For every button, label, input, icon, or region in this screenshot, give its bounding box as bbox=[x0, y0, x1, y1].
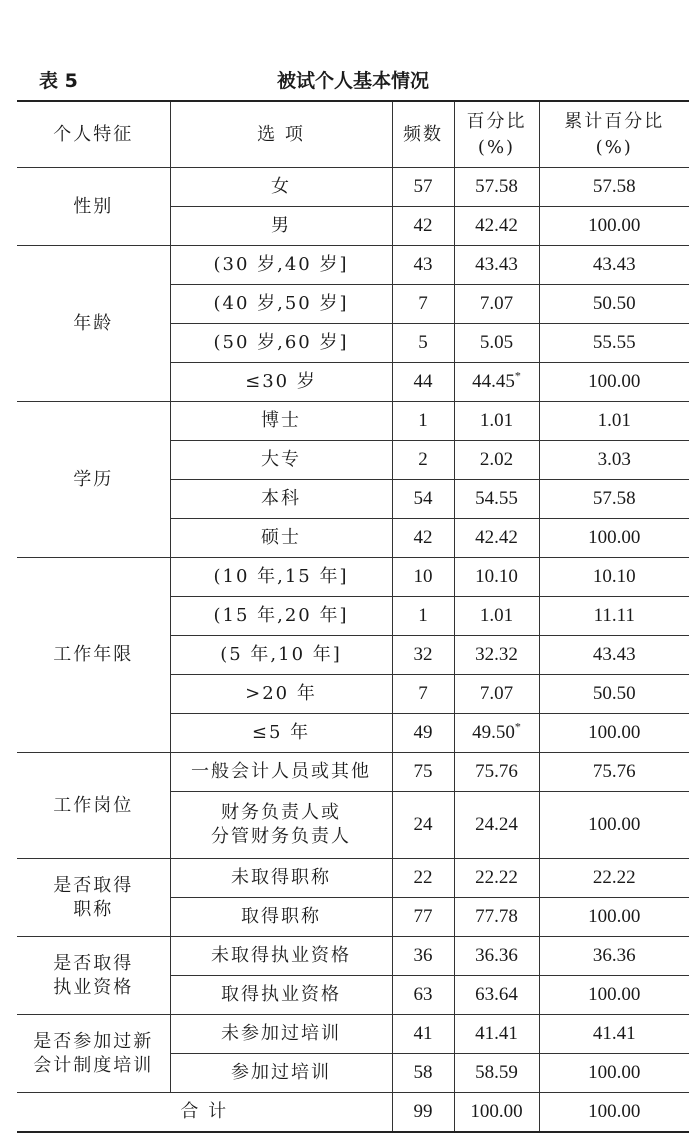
pct-cell bbox=[454, 285, 539, 324]
option-cell bbox=[170, 636, 392, 675]
option-line: 一般会计人员或其他 bbox=[191, 761, 371, 782]
cum-cell: 41.41 bbox=[539, 1015, 689, 1054]
table-row bbox=[17, 246, 689, 285]
option-cell bbox=[170, 168, 392, 207]
freq-cell: 44 bbox=[392, 363, 454, 402]
option-cell bbox=[170, 898, 392, 937]
header-cum-line2: (%) bbox=[595, 136, 633, 158]
pct-value: 63.64 bbox=[475, 984, 518, 1005]
pct-cell bbox=[454, 937, 539, 976]
header-freq: 频数 bbox=[392, 101, 454, 168]
option-cell bbox=[170, 285, 392, 324]
pct-value: 24.24 bbox=[475, 814, 518, 835]
feature-line: 职称 bbox=[73, 898, 114, 920]
feature-line: 学历 bbox=[73, 468, 114, 490]
freq-cell: 22 bbox=[392, 859, 454, 898]
freq-cell: 32 bbox=[392, 636, 454, 675]
total-row bbox=[17, 1093, 689, 1133]
table-row bbox=[17, 1015, 689, 1054]
freq-cell: 7 bbox=[392, 675, 454, 714]
freq-cell: 1 bbox=[392, 597, 454, 636]
option-cell bbox=[170, 714, 392, 753]
option-line: 分管财务负责人 bbox=[211, 826, 351, 847]
freq-cell: 2 bbox=[392, 441, 454, 480]
option-line: 取得职称 bbox=[241, 906, 321, 927]
pct-cell bbox=[454, 441, 539, 480]
pct-cell bbox=[454, 976, 539, 1015]
header-option: 选 项 bbox=[170, 101, 392, 168]
option-line: 取得执业资格 bbox=[221, 984, 341, 1005]
pct-cell bbox=[454, 168, 539, 207]
table-row bbox=[17, 937, 689, 976]
option-cell bbox=[170, 976, 392, 1015]
pct-value: 2.02 bbox=[479, 449, 514, 470]
pct-value: 44.45 bbox=[472, 371, 515, 392]
feature-cell bbox=[17, 1015, 170, 1093]
feature-cell bbox=[17, 402, 170, 558]
cum-cell: 50.50 bbox=[539, 285, 689, 324]
table-title: 被试个人基本情况 bbox=[276, 70, 429, 92]
freq-cell: 41 bbox=[392, 1015, 454, 1054]
cum-cell: 75.76 bbox=[539, 753, 689, 792]
freq-cell: 77 bbox=[392, 898, 454, 937]
header-row bbox=[17, 101, 689, 168]
cum-cell: 3.03 bbox=[539, 441, 689, 480]
header-pct-line1: 百分比 bbox=[466, 110, 527, 132]
pct-cell bbox=[454, 714, 539, 753]
cum-cell: 55.55 bbox=[539, 324, 689, 363]
cum-cell: 57.58 bbox=[539, 480, 689, 519]
pct-cell bbox=[454, 792, 539, 859]
feature-line: 执业资格 bbox=[53, 976, 134, 998]
cum-cell: 100.00 bbox=[539, 898, 689, 937]
feature-cell bbox=[17, 859, 170, 937]
option-cell bbox=[170, 324, 392, 363]
freq-cell: 42 bbox=[392, 519, 454, 558]
cum-cell: 11.11 bbox=[539, 597, 689, 636]
header-pct-line2: (%) bbox=[477, 136, 516, 158]
freq-cell: 42 bbox=[392, 207, 454, 246]
feature-cell bbox=[17, 246, 170, 402]
cum-cell: 100.00 bbox=[539, 976, 689, 1015]
pct-value: 75.76 bbox=[475, 761, 518, 782]
total-label: 合 计 bbox=[17, 1093, 392, 1133]
option-cell bbox=[170, 1015, 392, 1054]
feature-cell bbox=[17, 753, 170, 859]
option-line: 女 bbox=[271, 176, 291, 197]
freq-cell: 43 bbox=[392, 246, 454, 285]
feature-line: 是否取得 bbox=[53, 952, 134, 974]
option-line: (50 岁,60 岁] bbox=[213, 332, 349, 353]
table-row bbox=[17, 753, 689, 792]
pct-cell bbox=[454, 1054, 539, 1093]
cum-cell: 10.10 bbox=[539, 558, 689, 597]
pct-value: 7.07 bbox=[479, 293, 514, 314]
option-cell bbox=[170, 363, 392, 402]
option-line: 未取得执业资格 bbox=[211, 945, 351, 966]
feature-cell bbox=[17, 168, 170, 246]
total-freq: 99 bbox=[392, 1093, 454, 1133]
data-table bbox=[17, 100, 689, 1133]
pct-cell bbox=[454, 1015, 539, 1054]
pct-cell bbox=[454, 519, 539, 558]
cum-cell: 100.00 bbox=[539, 714, 689, 753]
option-cell bbox=[170, 792, 392, 859]
header-cum bbox=[539, 101, 689, 168]
cum-cell: 50.50 bbox=[539, 675, 689, 714]
option-line: (10 年,15 年] bbox=[213, 566, 349, 587]
option-line: 男 bbox=[271, 215, 291, 236]
significance-mark: * bbox=[514, 368, 521, 383]
feature-line: 工作年限 bbox=[53, 644, 134, 665]
option-line: ≤30 岁 bbox=[245, 371, 317, 392]
pct-cell bbox=[454, 753, 539, 792]
option-line: 大专 bbox=[261, 449, 301, 470]
table-caption bbox=[17, 62, 689, 98]
option-line: 硕士 bbox=[261, 527, 301, 548]
option-cell bbox=[170, 441, 392, 480]
feature-line: 年龄 bbox=[73, 312, 114, 334]
pct-value: 43.43 bbox=[475, 254, 518, 275]
cum-cell: 100.00 bbox=[539, 519, 689, 558]
pct-value: 41.41 bbox=[475, 1023, 518, 1044]
freq-cell: 24 bbox=[392, 792, 454, 859]
significance-mark: * bbox=[514, 719, 521, 734]
option-line: (5 年,10 年] bbox=[220, 644, 342, 665]
option-cell bbox=[170, 480, 392, 519]
feature-line: 是否取得 bbox=[53, 874, 134, 896]
pct-value: 42.42 bbox=[475, 527, 518, 548]
freq-cell: 36 bbox=[392, 937, 454, 976]
table-row bbox=[17, 558, 689, 597]
pct-cell bbox=[454, 558, 539, 597]
option-cell bbox=[170, 859, 392, 898]
header-cum-line1: 累计百分比 bbox=[564, 110, 665, 132]
option-cell bbox=[170, 1054, 392, 1093]
pct-value: 42.42 bbox=[475, 215, 518, 236]
option-cell bbox=[170, 519, 392, 558]
option-line: >20 年 bbox=[245, 683, 317, 704]
pct-cell bbox=[454, 246, 539, 285]
cum-cell: 100.00 bbox=[539, 363, 689, 402]
feature-line: 会计制度培训 bbox=[33, 1054, 154, 1076]
option-line: ≤5 年 bbox=[251, 722, 311, 743]
freq-cell: 49 bbox=[392, 714, 454, 753]
feature-cell bbox=[17, 558, 170, 753]
cum-cell: 1.01 bbox=[539, 402, 689, 441]
freq-cell: 1 bbox=[392, 402, 454, 441]
freq-cell: 7 bbox=[392, 285, 454, 324]
pct-value: 58.59 bbox=[475, 1062, 518, 1083]
option-line: (15 年,20 年] bbox=[213, 605, 349, 626]
pct-value: 1.01 bbox=[479, 410, 514, 431]
freq-cell: 10 bbox=[392, 558, 454, 597]
total-pct: 100.00 bbox=[454, 1093, 539, 1133]
option-line: 未参加过培训 bbox=[221, 1023, 341, 1044]
pct-value: 1.01 bbox=[479, 605, 514, 626]
freq-cell: 63 bbox=[392, 976, 454, 1015]
pct-cell bbox=[454, 324, 539, 363]
pct-value: 7.07 bbox=[479, 683, 514, 704]
pct-cell bbox=[454, 859, 539, 898]
cum-cell: 100.00 bbox=[539, 792, 689, 859]
table-row bbox=[17, 402, 689, 441]
option-cell bbox=[170, 558, 392, 597]
freq-cell: 57 bbox=[392, 168, 454, 207]
option-line: (30 岁,40 岁] bbox=[213, 254, 349, 275]
cum-cell: 22.22 bbox=[539, 859, 689, 898]
pct-value: 10.10 bbox=[475, 566, 518, 587]
option-line: 参加过培训 bbox=[231, 1062, 331, 1083]
feature-cell bbox=[17, 937, 170, 1015]
option-cell bbox=[170, 753, 392, 792]
pct-value: 22.22 bbox=[475, 867, 518, 888]
header-feature: 个人特征 bbox=[17, 101, 170, 168]
cum-cell: 57.58 bbox=[539, 168, 689, 207]
pct-value: 49.50 bbox=[472, 722, 515, 743]
option-line: 博士 bbox=[261, 410, 301, 431]
pct-cell bbox=[454, 636, 539, 675]
pct-value: 5.05 bbox=[479, 332, 514, 353]
option-cell bbox=[170, 675, 392, 714]
pct-cell bbox=[454, 675, 539, 714]
cum-cell: 100.00 bbox=[539, 1054, 689, 1093]
pct-cell bbox=[454, 402, 539, 441]
cum-cell: 43.43 bbox=[539, 636, 689, 675]
pct-cell bbox=[454, 480, 539, 519]
pct-value: 32.32 bbox=[475, 644, 518, 665]
pct-cell bbox=[454, 363, 539, 402]
pct-cell bbox=[454, 207, 539, 246]
cum-cell: 43.43 bbox=[539, 246, 689, 285]
feature-line: 性别 bbox=[73, 195, 114, 217]
option-cell bbox=[170, 402, 392, 441]
pct-value: 77.78 bbox=[475, 906, 518, 927]
table-body bbox=[17, 168, 689, 1093]
option-cell bbox=[170, 937, 392, 976]
freq-cell: 75 bbox=[392, 753, 454, 792]
pct-value: 36.36 bbox=[475, 945, 518, 966]
option-line: 未取得职称 bbox=[231, 867, 331, 888]
pct-cell bbox=[454, 597, 539, 636]
cum-cell: 100.00 bbox=[539, 207, 689, 246]
freq-cell: 54 bbox=[392, 480, 454, 519]
option-line: 财务负责人或 bbox=[221, 802, 341, 823]
pct-cell bbox=[454, 898, 539, 937]
feature-line: 工作岗位 bbox=[53, 794, 134, 816]
cum-cell: 36.36 bbox=[539, 937, 689, 976]
table-row bbox=[17, 859, 689, 898]
freq-cell: 58 bbox=[392, 1054, 454, 1093]
feature-line: 是否参加过新 bbox=[33, 1030, 154, 1052]
header-pct bbox=[454, 101, 539, 168]
option-cell bbox=[170, 597, 392, 636]
freq-cell: 5 bbox=[392, 324, 454, 363]
option-line: (40 岁,50 岁] bbox=[213, 293, 349, 314]
option-cell bbox=[170, 207, 392, 246]
option-cell bbox=[170, 246, 392, 285]
total-cum: 100.00 bbox=[539, 1093, 689, 1133]
table-row bbox=[17, 168, 689, 207]
pct-value: 54.55 bbox=[475, 488, 518, 509]
pct-value: 57.58 bbox=[475, 176, 518, 197]
table-number: 表 5 bbox=[39, 70, 78, 92]
option-line: 本科 bbox=[261, 488, 301, 509]
